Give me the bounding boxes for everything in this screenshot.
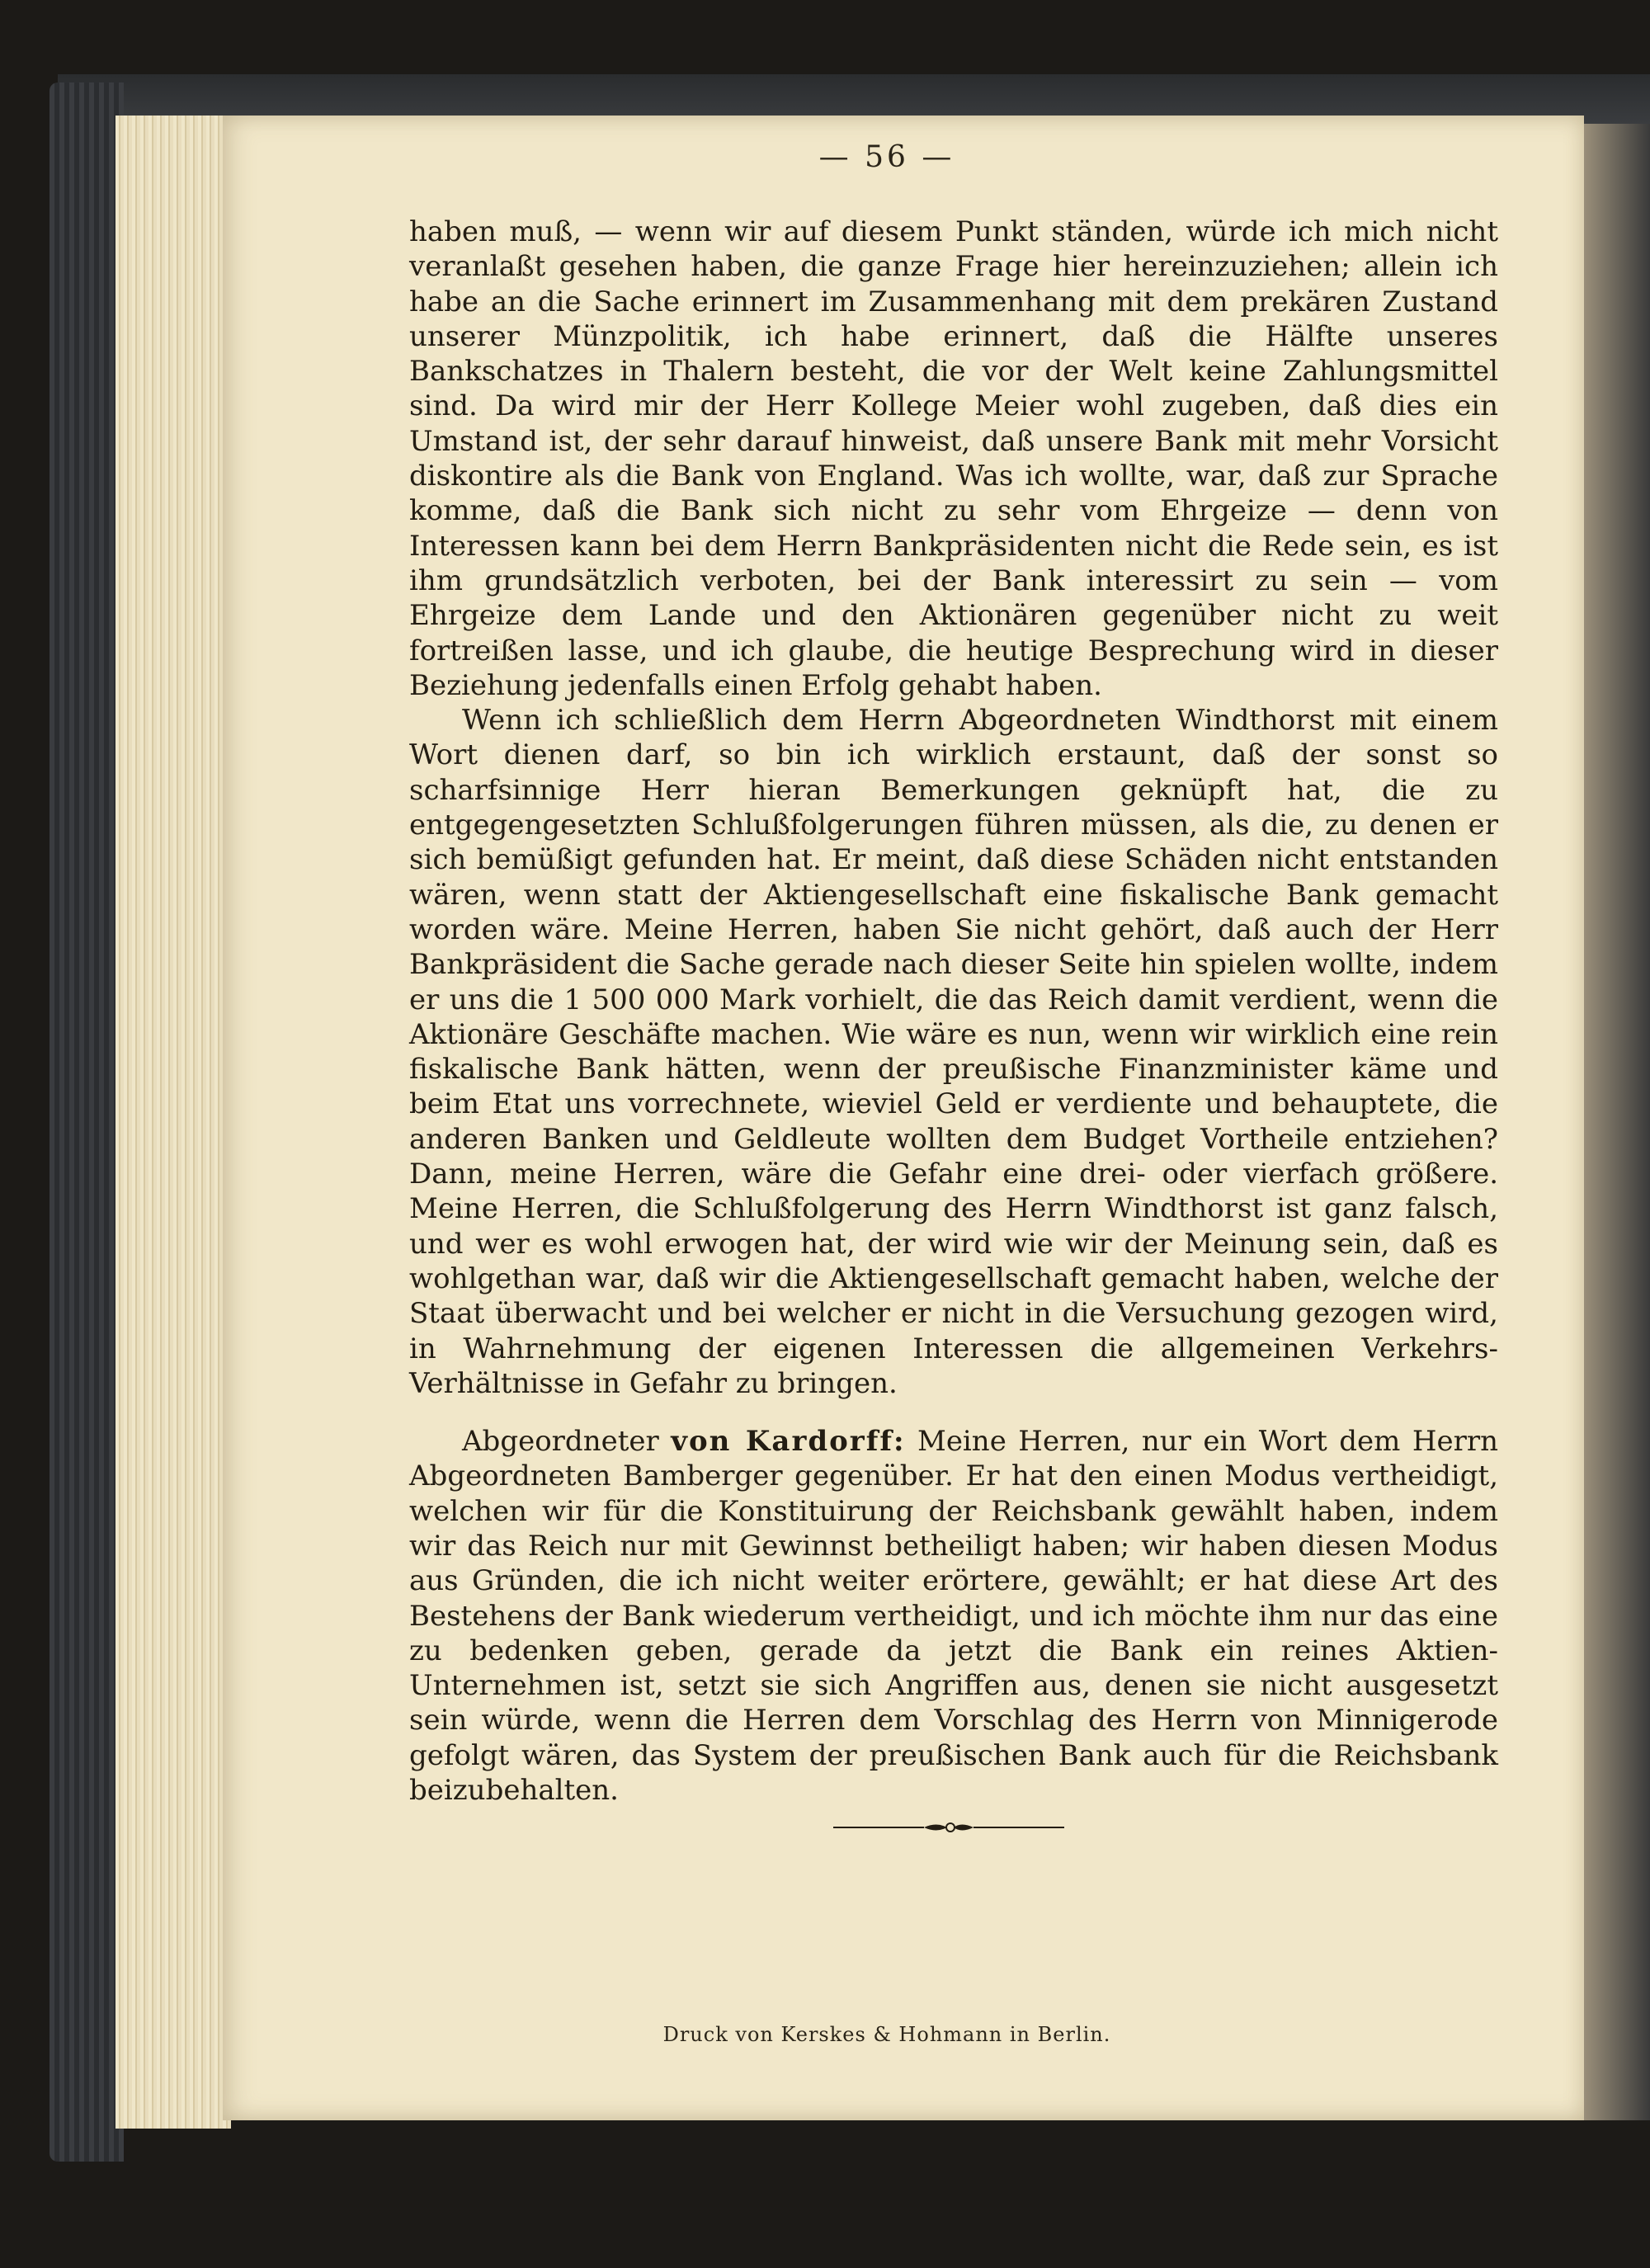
next-page-edge xyxy=(1584,124,1650,2120)
book-page xyxy=(223,116,1584,2120)
speaker-name: von Kardorff: xyxy=(671,1425,906,1459)
paragraph: haben muß, — wenn wir auf diesem Punkt ständen, würde ich mich nicht veranlaßt gesehen haben, die ganze Frage hier hereinzuziehen; allein ich habe an die Sache erinnert im Zusammenhang mit dem prekären Zustand unserer Münzpolitik, ich habe erinnert, daß die Hälfte unseres Bankschatzes in Thalern besteht, die vor der Welt keine Zahlungsmittel sind. Da wird mir der Herr Kollege Meier wohl zugeben, daß dies ein Umstand ist, der sehr darauf hinweist, daß unsere Bank mit mehr Vorsicht diskontire als die Bank von England. Was ich wollte, war, daß zur Sprache komme, daß die Bank sich nicht zu sehr vom Ehrgeize — denn von Interessen kann bei dem Herrn Bankpräsidenten nicht die Rede sein, es ist ihm grundsätzlich verboten, bei der Bank interessirt zu sein — vom Ehrgeize dem Lande und den Aktionären gegenüber nicht zu weit fortreißen lasse, und ich glaube, die heutige Besprechung wird in dieser Beziehung jedenfalls einen Erfolg gehabt haben. xyxy=(409,215,1498,702)
paragraph: Wenn ich schließlich dem Herrn Abgeordneten Windthorst mit einem Wort dienen darf, so bin ich wirklich erstaunt, daß der sonst so scharfsinnige Herr hieran Bemerkungen geknüpft hat, die zu entgegengesetzten Schlußfolgerungen führen müssen, als die, zu denen er sich bemüßigt gefunden hat. Er meint, daß diese Schäden nicht entstanden wären, wenn statt der Aktiengesellschaft eine fiskalische Bank gemacht worden wäre. Meine Herren, haben Sie nicht gehört, daß auch der Herr Bankpräsident die Sache gerade nach dieser Seite hin spielen wollte, indem er uns die 1 500 000 Mark vorhielt, die das Reich damit verdient, wenn die Aktionäre Geschäfte machen. Wie wäre es nun, wenn wir wirklich eine rein fiskalische Bank hätten, wenn der preußische Finanzminister käme und beim Etat uns vorrechnete, wieviel Geld er verdiente und behauptete, die anderen Banken und Geldleute wollten dem Budget Vortheile entziehen? Dann, meine Herren, wäre die Gefahr eine drei- oder vierfach größere. Meine Herren, die Schlußfolgerung des Herrn Windthorst ist ganz falsch, und wer es wohl erwogen hat, der wird wie wir der Meinung sein, daß es wohlgethan war, daß wir die Aktiengesellschaft gemacht haben, welche der Staat überwacht und bei welcher er nicht in die Versuchung gezogen wird, in Wahrnehmung der eigenen Interessen die allgemeinen Verkehrs-Verhältnisse in Gefahr zu bringen. xyxy=(409,704,1498,1400)
speech-paragraph xyxy=(409,1424,1498,1808)
printer-imprint: Druck von Kerskes & Hohmann in Berlin. xyxy=(662,2023,1111,2046)
book-spine xyxy=(50,83,124,2162)
speaker-intro: Abgeordneter xyxy=(462,1425,659,1459)
speech-text: Meine Herren, nur ein Wort dem Herrn Abgeordneten Bamberger gegenüber. Er hat den einen Modus vertheidigt, welchen wir für die Konstituirung der Reichsbank gewählt haben, indem wir das Reich nur mit Gewinnst betheiligt haben; wir haben diesen Modus aus Gründen, die ich nicht weiter erörtere, gewählt; er hat diese Art des Bestehens der Bank wiederum vertheidigt, und ich möchte ihm nur das eine zu bedenken geben, gerade da jetzt die Bank ein reines Aktien-Unternehmen ist, setzt sie sich Angriffen aus, denen sie nicht ausgesetzt sein würde, wenn die Herren dem Vorschlag des Herrn von Minnigerode gefolgt wären, das System der preußischen Bank auch für die Reichsbank beizubehalten. xyxy=(409,1425,1498,1808)
ornament-divider-icon xyxy=(833,1815,1064,1840)
body-text xyxy=(409,215,1498,1808)
page-edges xyxy=(116,116,231,2129)
page-number: — 56 — xyxy=(818,140,955,174)
